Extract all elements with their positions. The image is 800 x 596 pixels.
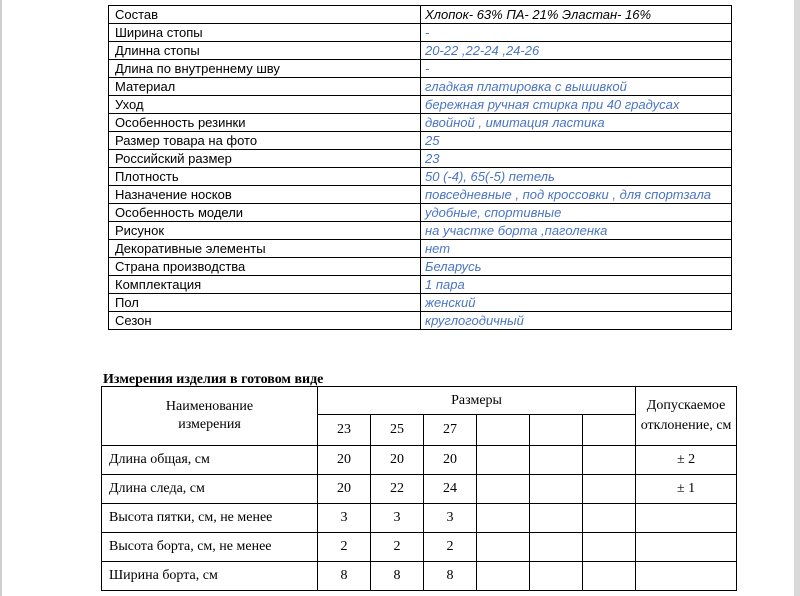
measurement-value: 8 — [424, 562, 477, 591]
measurement-value — [583, 533, 636, 562]
spec-row — [109, 294, 732, 312]
header-sizes: Размеры — [318, 387, 636, 415]
spec-label: Комплектация — [109, 276, 421, 294]
spec-label: Плотность — [109, 168, 421, 186]
measurement-value: 20 — [318, 446, 371, 475]
spec-value: бережная ручная стирка при 40 градусах — [421, 96, 732, 114]
measurement-row — [102, 446, 737, 475]
spec-value: удобные, спортивные — [421, 204, 732, 222]
spec-value: двойной , имитация ластика — [421, 114, 732, 132]
spec-value: - — [421, 60, 732, 78]
page-edge — [0, 0, 2, 596]
spec-label: Длинна стопы — [109, 42, 421, 60]
spec-value: Хлопок- 63% ПА- 21% Эластан- 16% — [421, 6, 732, 24]
measurements-title: Измерения изделия в готовом виде — [103, 372, 324, 387]
spec-label: Пол — [109, 294, 421, 312]
spec-value: 1 пара — [421, 276, 732, 294]
measurement-tolerance: ± 1 — [636, 475, 737, 504]
spec-label: Материал — [109, 78, 421, 96]
spec-label: Размер товара на фото — [109, 132, 421, 150]
measurement-row — [102, 562, 737, 591]
spec-row — [109, 204, 732, 222]
spec-row — [109, 276, 732, 294]
spec-row — [109, 42, 732, 60]
spec-row — [109, 78, 732, 96]
spec-label: Ширина стопы — [109, 24, 421, 42]
spec-label: Рисунок — [109, 222, 421, 240]
spec-row — [109, 240, 732, 258]
measurement-value — [477, 533, 530, 562]
spec-row — [109, 132, 732, 150]
spec-value: на участке борта ,паголенка — [421, 222, 732, 240]
spec-value: повседневные , под кроссовки , для спортзала — [421, 186, 732, 204]
measurement-value — [583, 562, 636, 591]
spec-value: - — [421, 24, 732, 42]
measurement-value — [530, 533, 583, 562]
measurement-value: 20 — [424, 446, 477, 475]
spec-label: Назначение носков — [109, 186, 421, 204]
header-name-line1: Наименование — [165, 399, 254, 414]
spec-value: круглогодичный — [421, 312, 732, 330]
spec-row — [109, 150, 732, 168]
spec-value: женский — [421, 294, 732, 312]
measurement-value: 8 — [371, 562, 424, 591]
spec-value: 50 (-4), 65(-5) петель — [421, 168, 732, 186]
measurement-value: 2 — [318, 533, 371, 562]
spec-value: Беларусь — [421, 258, 732, 276]
spec-label: Декоративные элементы — [109, 240, 421, 258]
measurement-tolerance — [636, 533, 737, 562]
header-measurement-name — [102, 387, 318, 446]
spec-row — [109, 168, 732, 186]
measurement-value: 3 — [424, 504, 477, 533]
measurement-value — [477, 475, 530, 504]
spec-row — [109, 114, 732, 132]
measurement-row — [102, 504, 737, 533]
measurement-value — [477, 562, 530, 591]
measurement-name: Ширина борта, см — [102, 562, 318, 591]
spec-value: нет — [421, 240, 732, 258]
measurement-value — [530, 446, 583, 475]
spec-row — [109, 186, 732, 204]
spec-value: 20-22 ,22-24 ,24-26 — [421, 42, 732, 60]
measurement-value: 8 — [318, 562, 371, 591]
spec-label: Страна производства — [109, 258, 421, 276]
measurement-value: 24 — [424, 475, 477, 504]
spec-label: Длина по внутреннему шву — [109, 60, 421, 78]
spec-label: Особенность модели — [109, 204, 421, 222]
spec-value: 25 — [421, 132, 732, 150]
spec-row — [109, 96, 732, 114]
scrollbar-edge — [794, 0, 800, 596]
specifications-table — [108, 5, 732, 330]
spec-row — [109, 60, 732, 78]
spec-label: Особенность резинки — [109, 114, 421, 132]
size-cell — [477, 415, 530, 446]
measurements-table — [101, 386, 737, 591]
measurement-name: Длина следа, см — [102, 475, 318, 504]
spec-value: гладкая платировка с вышивкой — [421, 78, 732, 96]
measurement-value: 22 — [371, 475, 424, 504]
header-name-line2: измерения — [178, 417, 241, 432]
measurement-name: Высота борта, см, не менее — [102, 533, 318, 562]
spec-label: Состав — [109, 6, 421, 24]
spec-label: Сезон — [109, 312, 421, 330]
header-tolerance-line2: отклонение, см — [640, 418, 732, 433]
measurement-tolerance — [636, 504, 737, 533]
measurement-value: 3 — [318, 504, 371, 533]
spec-row — [109, 6, 732, 24]
measurement-value — [477, 504, 530, 533]
measurement-value — [583, 446, 636, 475]
measurement-value: 20 — [371, 446, 424, 475]
spec-row — [109, 222, 732, 240]
measurement-tolerance — [636, 562, 737, 591]
spec-row — [109, 258, 732, 276]
measurement-row — [102, 533, 737, 562]
size-cell: 25 — [371, 415, 424, 446]
spec-label: Уход — [109, 96, 421, 114]
measurement-value — [477, 446, 530, 475]
measurement-value — [530, 504, 583, 533]
size-cell: 27 — [424, 415, 477, 446]
header-tolerance-line1: Допускаемое — [646, 398, 726, 413]
measurements-header-row — [102, 387, 737, 415]
header-tolerance — [636, 387, 737, 446]
measurement-value: 20 — [318, 475, 371, 504]
spec-value: 23 — [421, 150, 732, 168]
size-cell — [530, 415, 583, 446]
measurement-value: 2 — [371, 533, 424, 562]
spec-row — [109, 24, 732, 42]
measurement-value — [530, 475, 583, 504]
measurement-name: Высота пятки, см, не менее — [102, 504, 318, 533]
measurement-value: 2 — [424, 533, 477, 562]
measurement-value: 3 — [371, 504, 424, 533]
measurement-value — [583, 475, 636, 504]
measurement-name: Длина общая, см — [102, 446, 318, 475]
measurement-tolerance: ± 2 — [636, 446, 737, 475]
spec-row — [109, 312, 732, 330]
measurement-value — [583, 504, 636, 533]
spec-label: Российский размер — [109, 150, 421, 168]
size-cell — [583, 415, 636, 446]
measurement-value — [530, 562, 583, 591]
measurement-row — [102, 475, 737, 504]
size-cell: 23 — [318, 415, 371, 446]
